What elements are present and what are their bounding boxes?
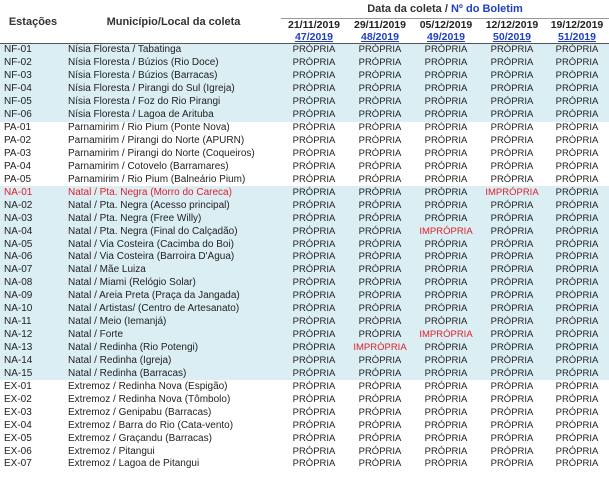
bulletin-link-4[interactable]: 50/2019 (493, 31, 531, 43)
collection-place: Parnamirim / Pirangi do Norte (APURN) (68, 135, 245, 147)
table-row (0, 122, 609, 135)
station-code: NA-06 (0, 251, 66, 264)
status-cell: PRÓPRIA (347, 70, 413, 83)
station-code: NF-02 (0, 57, 66, 70)
status-cell: PRÓPRIA (281, 329, 347, 342)
status-cell: PRÓPRIA (490, 122, 534, 134)
status-cell: PRÓPRIA (555, 393, 599, 405)
status-cell: PRÓPRIA (479, 57, 545, 70)
status-cell: PRÓPRIA (424, 458, 468, 470)
status-cell: PRÓPRIA (424, 380, 468, 392)
status-cell: PRÓPRIA (413, 212, 479, 225)
table-row (0, 160, 609, 173)
table-row (0, 96, 609, 109)
status-cell: PRÓPRIA (490, 147, 534, 159)
station-code: PA-05 (4, 173, 32, 185)
status-cell: PRÓPRIA (281, 96, 347, 109)
table-row (0, 406, 609, 419)
status-cell: PRÓPRIA (479, 225, 545, 238)
table-row (0, 290, 609, 303)
status-cell: PRÓPRIA (545, 44, 609, 57)
table-row (0, 173, 609, 186)
status-cell: PRÓPRIA (413, 303, 479, 316)
status-cell: PRÓPRIA (358, 135, 402, 147)
status-cell: PRÓPRIA (479, 109, 545, 122)
status-cell: PRÓPRIA (281, 277, 347, 290)
station-code: NA-09 (0, 290, 66, 303)
table-row (0, 83, 609, 96)
collection-place: Natal / Pta. Negra (Morro do Careca) (66, 186, 281, 199)
station-code: EX-04 (4, 419, 32, 431)
status-cell: PRÓPRIA (413, 238, 479, 251)
status-cell: PRÓPRIA (545, 109, 609, 122)
status-cell: PRÓPRIA (347, 329, 413, 342)
table-row (0, 458, 609, 471)
status-cell: PRÓPRIA (555, 173, 599, 185)
station-code: NF-06 (0, 109, 66, 122)
status-cell: PRÓPRIA (358, 380, 402, 392)
status-cell: PRÓPRIA (358, 432, 402, 444)
municipality-header: Município/Local da coleta (66, 0, 281, 44)
status-cell: IMPRÓPRIA (413, 329, 479, 342)
status-cell: PRÓPRIA (490, 432, 534, 444)
status-cell: PRÓPRIA (479, 44, 545, 57)
status-cell: PRÓPRIA (490, 393, 534, 405)
status-cell: PRÓPRIA (413, 342, 479, 355)
station-code: NF-04 (0, 83, 66, 96)
collection-place: Nísia Floresta / Lagoa de Arituba (66, 109, 281, 122)
collection-place: Natal / Areia Preta (Praça da Jangada) (66, 290, 281, 303)
status-cell: PRÓPRIA (347, 199, 413, 212)
status-cell: PRÓPRIA (358, 406, 402, 418)
collection-place: Extremoz / Genipabu (Barracas) (68, 406, 212, 418)
bulletin-link-3[interactable]: 49/2019 (427, 31, 465, 43)
table-row (0, 225, 609, 238)
status-cell: PRÓPRIA (479, 70, 545, 83)
status-cell: PRÓPRIA (281, 290, 347, 303)
status-cell: PRÓPRIA (479, 367, 545, 380)
station-code: NA-14 (0, 355, 66, 368)
status-cell: PRÓPRIA (479, 238, 545, 251)
status-cell: PRÓPRIA (424, 445, 468, 457)
collection-place: Nísia Floresta / Búzios (Rio Doce) (66, 57, 281, 70)
status-cell: PRÓPRIA (545, 264, 609, 277)
collection-place: Nísia Floresta / Pirangi do Sul (Igreja) (66, 83, 281, 96)
status-cell: PRÓPRIA (281, 57, 347, 70)
status-cell: PRÓPRIA (413, 355, 479, 368)
station-code: EX-02 (4, 393, 32, 405)
status-cell: PRÓPRIA (292, 393, 336, 405)
status-cell: PRÓPRIA (292, 406, 336, 418)
collection-place: Natal / Via Costeira (Barroira D'Água) (66, 251, 281, 264)
status-cell: PRÓPRIA (281, 199, 347, 212)
status-cell: PRÓPRIA (490, 445, 534, 457)
table-row (0, 329, 609, 342)
table-row (0, 251, 609, 264)
station-code: NA-11 (0, 316, 66, 329)
station-code: NF-05 (0, 96, 66, 109)
status-cell: PRÓPRIA (292, 458, 336, 470)
status-cell: IMPRÓPRIA (413, 225, 479, 238)
status-cell: PRÓPRIA (424, 147, 468, 159)
status-cell: PRÓPRIA (479, 96, 545, 109)
status-cell: PRÓPRIA (479, 316, 545, 329)
status-cell: PRÓPRIA (281, 109, 347, 122)
status-cell: PRÓPRIA (413, 251, 479, 264)
collection-place: Parnamirim / Rio Pium (Ponte Nova) (68, 122, 230, 134)
status-cell: PRÓPRIA (545, 303, 609, 316)
table-row (0, 419, 609, 432)
status-cell: PRÓPRIA (292, 135, 336, 147)
status-cell: PRÓPRIA (479, 83, 545, 96)
status-cell: PRÓPRIA (424, 160, 468, 172)
status-cell: PRÓPRIA (479, 277, 545, 290)
station-code: PA-02 (4, 135, 32, 147)
table-row (0, 135, 609, 148)
status-cell: PRÓPRIA (479, 342, 545, 355)
bulletin-label: Nº do Boletim (450, 3, 523, 15)
status-cell: PRÓPRIA (347, 212, 413, 225)
status-cell: PRÓPRIA (281, 70, 347, 83)
collection-place: Nísia Floresta / Tabatinga (66, 44, 281, 57)
status-cell: PRÓPRIA (545, 251, 609, 264)
collection-place: Natal / Pta. Negra (Acesso principal) (66, 199, 281, 212)
status-cell: PRÓPRIA (424, 135, 468, 147)
date-column-5: 19/12/2019 51/2019 (545, 19, 609, 44)
status-cell: PRÓPRIA (292, 419, 336, 431)
status-cell: PRÓPRIA (545, 316, 609, 329)
status-cell: PRÓPRIA (347, 290, 413, 303)
station-code: NA-05 (0, 238, 66, 251)
status-cell: PRÓPRIA (347, 251, 413, 264)
status-cell: IMPRÓPRIA (347, 342, 413, 355)
status-cell: PRÓPRIA (413, 199, 479, 212)
status-cell: PRÓPRIA (545, 199, 609, 212)
collection-place: Extremoz / Lagoa de Pitangui (68, 458, 200, 470)
status-cell: PRÓPRIA (413, 316, 479, 329)
status-cell: PRÓPRIA (555, 432, 599, 444)
status-cell: PRÓPRIA (281, 186, 347, 199)
status-cell: PRÓPRIA (545, 225, 609, 238)
status-cell: PRÓPRIA (281, 264, 347, 277)
status-cell: PRÓPRIA (292, 122, 336, 134)
status-cell: PRÓPRIA (545, 186, 609, 199)
status-cell: PRÓPRIA (545, 212, 609, 225)
status-cell: PRÓPRIA (424, 122, 468, 134)
status-cell: PRÓPRIA (347, 238, 413, 251)
status-cell: PRÓPRIA (545, 342, 609, 355)
table-row (0, 445, 609, 458)
table-row (0, 186, 609, 199)
status-cell: PRÓPRIA (347, 264, 413, 277)
table-row (0, 109, 609, 122)
status-cell: PRÓPRIA (424, 406, 468, 418)
status-cell: PRÓPRIA (545, 70, 609, 83)
status-cell: PRÓPRIA (281, 238, 347, 251)
status-cell: PRÓPRIA (545, 290, 609, 303)
table-row (0, 380, 609, 393)
collection-place: Extremoz / Redinha Nova (Espigão) (68, 380, 228, 392)
table-row (0, 70, 609, 83)
status-cell: PRÓPRIA (545, 238, 609, 251)
collection-place: Extremoz / Graçandu (Barracas) (68, 432, 212, 444)
collection-place: Nísia Floresta / Foz do Rio Pirangi (66, 96, 281, 109)
date-prefix: Data da coleta / (367, 3, 451, 15)
station-code: NA-04 (0, 225, 66, 238)
collection-place: Nísia Floresta / Búzios (Barracas) (66, 70, 281, 83)
table-row (0, 355, 609, 368)
station-code: EX-06 (4, 445, 32, 457)
status-cell: PRÓPRIA (358, 445, 402, 457)
status-cell: PRÓPRIA (479, 212, 545, 225)
station-code: EX-07 (4, 458, 32, 470)
status-cell: PRÓPRIA (479, 355, 545, 368)
status-cell: PRÓPRIA (490, 380, 534, 392)
status-cell: PRÓPRIA (545, 57, 609, 70)
status-cell: PRÓPRIA (292, 160, 336, 172)
status-cell: PRÓPRIA (358, 419, 402, 431)
status-cell: PRÓPRIA (479, 303, 545, 316)
status-cell: PRÓPRIA (413, 109, 479, 122)
station-code: EX-05 (4, 432, 32, 444)
collection-place: Natal / Forte (66, 329, 281, 342)
status-cell: PRÓPRIA (555, 445, 599, 457)
date-column-2: 29/11/2019 48/2019 (347, 19, 413, 44)
table-row (0, 199, 609, 212)
status-cell: PRÓPRIA (555, 135, 599, 147)
status-cell: PRÓPRIA (347, 355, 413, 368)
table-row (0, 303, 609, 316)
station-code: EX-01 (4, 380, 32, 392)
status-cell: PRÓPRIA (479, 199, 545, 212)
status-cell: PRÓPRIA (413, 83, 479, 96)
status-cell: PRÓPRIA (281, 212, 347, 225)
status-cell: PRÓPRIA (281, 316, 347, 329)
status-cell: PRÓPRIA (292, 380, 336, 392)
collection-place: Natal / Redinha (Barracas) (66, 367, 281, 380)
status-cell: PRÓPRIA (479, 290, 545, 303)
station-code: NA-02 (0, 199, 66, 212)
collection-place: Natal / Pta. Negra (Final do Calçadão) (66, 225, 281, 238)
status-cell: PRÓPRIA (555, 419, 599, 431)
status-cell: PRÓPRIA (424, 393, 468, 405)
status-cell: PRÓPRIA (490, 406, 534, 418)
table-row (0, 57, 609, 70)
status-cell: PRÓPRIA (545, 367, 609, 380)
status-cell: PRÓPRIA (479, 251, 545, 264)
status-cell: PRÓPRIA (292, 173, 336, 185)
status-cell: PRÓPRIA (347, 109, 413, 122)
station-code: PA-03 (4, 147, 32, 159)
status-cell: PRÓPRIA (358, 122, 402, 134)
table-row (0, 148, 609, 161)
status-cell: PRÓPRIA (555, 160, 599, 172)
collection-place: Parnamirim / Cotovelo (Barramares) (68, 160, 229, 172)
station-code: NF-03 (0, 70, 66, 83)
status-cell: PRÓPRIA (545, 329, 609, 342)
collection-place: Natal / Redinha (Igreja) (66, 355, 281, 368)
status-cell: PRÓPRIA (281, 355, 347, 368)
status-cell: PRÓPRIA (490, 458, 534, 470)
status-cell: PRÓPRIA (347, 186, 413, 199)
status-cell: PRÓPRIA (555, 147, 599, 159)
status-cell: PRÓPRIA (545, 277, 609, 290)
station-code: NA-01 (0, 186, 66, 199)
collection-place: Natal / Redinha (Rio Potengi) (66, 342, 281, 355)
status-cell: PRÓPRIA (281, 251, 347, 264)
status-cell: PRÓPRIA (555, 122, 599, 134)
status-cell: PRÓPRIA (413, 70, 479, 83)
stations-header: Estações (0, 0, 66, 44)
station-code: NA-10 (0, 303, 66, 316)
table-row (0, 367, 609, 380)
collection-place: Natal / Pta. Negra (Free Willy) (66, 212, 281, 225)
station-code: PA-01 (4, 122, 32, 134)
status-cell: PRÓPRIA (281, 342, 347, 355)
station-code: NA-07 (0, 264, 66, 277)
status-cell: PRÓPRIA (413, 290, 479, 303)
status-cell: PRÓPRIA (358, 147, 402, 159)
status-cell: PRÓPRIA (347, 367, 413, 380)
status-cell: PRÓPRIA (281, 83, 347, 96)
table-row (0, 212, 609, 225)
collection-place: Parnamirim / Pirangi do Norte (Coqueiros) (68, 147, 255, 159)
collection-place: Extremoz / Pitangui (68, 445, 155, 457)
collection-place: Natal / Meio (Iemanjá) (66, 316, 281, 329)
status-cell: PRÓPRIA (347, 303, 413, 316)
status-cell: PRÓPRIA (545, 355, 609, 368)
status-cell: PRÓPRIA (424, 419, 468, 431)
station-code: NF-01 (0, 44, 66, 57)
status-cell: PRÓPRIA (545, 96, 609, 109)
collection-place: Natal / Artistas/ (Centro de Artesanato) (66, 303, 281, 316)
status-cell: PRÓPRIA (347, 316, 413, 329)
status-cell: PRÓPRIA (347, 277, 413, 290)
status-cell: PRÓPRIA (292, 445, 336, 457)
collection-place: Extremoz / Barra do Rio (Cata-vento) (68, 419, 234, 431)
status-cell: PRÓPRIA (545, 83, 609, 96)
status-cell: PRÓPRIA (413, 186, 479, 199)
status-cell: PRÓPRIA (479, 264, 545, 277)
table-row (0, 342, 609, 355)
status-cell: PRÓPRIA (479, 329, 545, 342)
station-code: EX-03 (4, 406, 32, 418)
collection-place: Natal / Miami (Relógio Solar) (66, 277, 281, 290)
station-code: NA-13 (0, 342, 66, 355)
status-cell: IMPRÓPRIA (479, 186, 545, 199)
status-cell: PRÓPRIA (358, 173, 402, 185)
status-cell: PRÓPRIA (490, 135, 534, 147)
status-cell: PRÓPRIA (292, 147, 336, 159)
bulletin-link-1[interactable]: 47/2019 (295, 31, 333, 43)
status-cell: PRÓPRIA (347, 57, 413, 70)
status-cell: PRÓPRIA (281, 367, 347, 380)
table-row (0, 432, 609, 445)
collection-place: Natal / Via Costeira (Cacimba do Boi) (66, 238, 281, 251)
status-cell: PRÓPRIA (358, 393, 402, 405)
status-cell: PRÓPRIA (555, 458, 599, 470)
status-cell: PRÓPRIA (555, 406, 599, 418)
bulletin-link-5[interactable]: 51/2019 (558, 31, 596, 43)
table-row (0, 264, 609, 277)
status-cell: PRÓPRIA (490, 160, 534, 172)
collection-place: Natal / Mãe Luiza (66, 264, 281, 277)
table-row (0, 277, 609, 290)
table-body (0, 44, 609, 471)
status-cell: PRÓPRIA (347, 225, 413, 238)
table-row (0, 238, 609, 251)
status-cell: PRÓPRIA (490, 419, 534, 431)
status-cell: PRÓPRIA (490, 173, 534, 185)
status-cell: PRÓPRIA (413, 367, 479, 380)
date-bulletin-header (281, 0, 609, 19)
status-cell: PRÓPRIA (555, 380, 599, 392)
table-row (0, 393, 609, 406)
status-cell: PRÓPRIA (413, 57, 479, 70)
date-column-3: 05/12/2019 49/2019 (413, 19, 479, 44)
status-cell: PRÓPRIA (281, 303, 347, 316)
status-cell: PRÓPRIA (347, 96, 413, 109)
status-cell: PRÓPRIA (281, 44, 347, 57)
status-cell: PRÓPRIA (413, 96, 479, 109)
table-row (0, 44, 609, 57)
status-cell: PRÓPRIA (358, 160, 402, 172)
date-column-4: 12/12/2019 50/2019 (479, 19, 545, 44)
status-cell: PRÓPRIA (413, 44, 479, 57)
status-cell: PRÓPRIA (292, 432, 336, 444)
table-row (0, 316, 609, 329)
collection-place: Parnamirim / Rio Pium (Balneário Pium) (68, 173, 246, 185)
date-column-1: 21/11/2019 47/2019 (281, 19, 347, 44)
station-code: NA-03 (0, 212, 66, 225)
status-cell: PRÓPRIA (281, 225, 347, 238)
status-cell: PRÓPRIA (424, 432, 468, 444)
status-cell: PRÓPRIA (424, 173, 468, 185)
status-cell: PRÓPRIA (413, 277, 479, 290)
status-cell: PRÓPRIA (413, 264, 479, 277)
status-cell: PRÓPRIA (358, 458, 402, 470)
status-cell: PRÓPRIA (347, 44, 413, 57)
bulletin-link-2[interactable]: 48/2019 (361, 31, 399, 43)
station-code: NA-15 (0, 367, 66, 380)
collection-place: Extremoz / Redinha Nova (Tômbolo) (68, 393, 231, 405)
station-code: NA-08 (0, 277, 66, 290)
status-cell: PRÓPRIA (347, 83, 413, 96)
station-code: PA-04 (4, 160, 32, 172)
station-code: NA-12 (0, 329, 66, 342)
